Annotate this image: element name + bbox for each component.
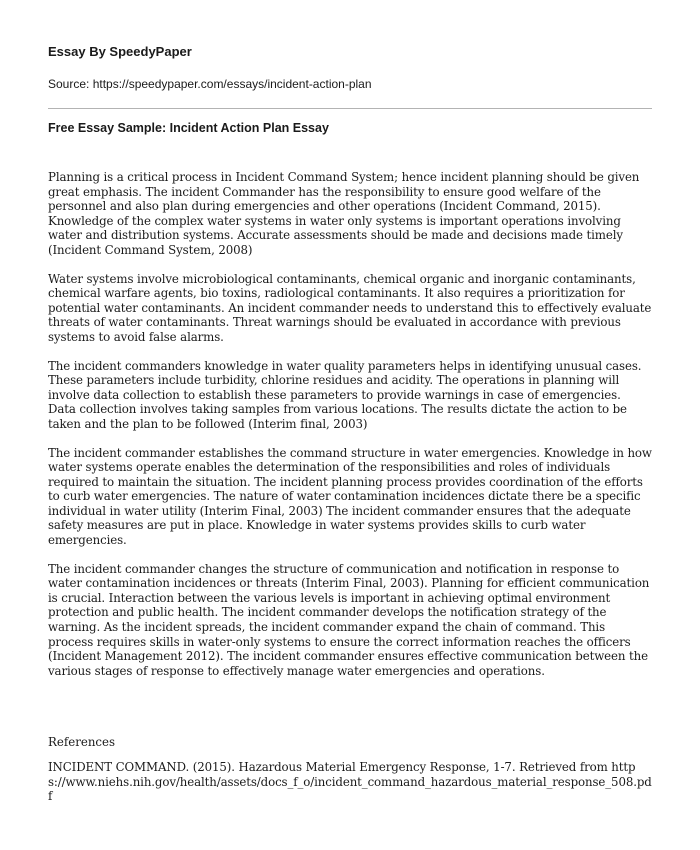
references-heading: References [48,735,116,749]
essay-title: Free Essay Sample: Incident Action Plan Essay [48,121,329,135]
essay-paragraph: The incident commander changes the structure of communication and notification in response to water contamination incidences or threats (Interim Final, 2003). Planning for efficient communication is crucial. Interaction between the various levels is important in achieving optimal environment protection and public health. The incident commander develops the notification strategy of the warning. As the incident spreads, the incident commander expand the chain of command. This process requires skills in water-only systems to ensure the correct information reaches the officers (Incident Management 2012). The incident commander ensures effective communication between the various stages of response to effectively manage water emergencies and operations. [48,561,650,678]
essay-body [48,170,652,692]
reference-url[interactable]: https://www.niehs.nih.gov/health/assets/docs_f_o/incident_command_hazardous_material_response_508.pdf [48,760,652,804]
reference-item [48,760,652,804]
header-source: Source: https://speedypaper.com/essays/incident-action-plan [48,77,372,91]
essay-paragraph: The incident commander establishes the command structure in water emergencies. Knowledge in how water systems operate enables the determination of the responsibilities and roles of individuals required to maintain the situation. The incident planning process provides coordination of the efforts to curb water emergencies. The nature of water contamination incidences dictate there be a specific individual in water utility (Interim Final, 2003) The incident commander ensures that the adequate safety measures are put in place. Knowledge in water systems provides skills to curb water emergencies. [48,445,652,548]
essay-paragraph: The incident commanders knowledge in water quality parameters helps in identifying unusual cases. These parameters include turbidity, chlorine residues and acidity. The operations in planning will involve data collection to establish these parameters to provide warnings in case of emergencies. Data collection involves taking samples from various locations. The results dictate the action to be taken and the plan to be followed (Interim final, 2003) [48,358,642,431]
references-list [48,760,652,804]
document-header [48,44,652,92]
essay-paragraph: Water systems involve microbiological contaminants, chemical organic and inorganic contaminants, chemical warfare agents, bio toxins, radiological contaminants. It also requires a prioritization for potential water contaminants. An incident commander needs to understand this to effectively evaluate threats of water contaminants. Threat warnings should be evaluated in accordance with previous systems to avoid false alarms. [48,271,652,344]
header-divider [48,108,652,109]
reference-text: INCIDENT COMMAND. (2015). Hazardous Material Emergency Response, 1-7. Retrieved from [48,760,608,774]
header-title: Essay By SpeedyPaper [48,44,192,59]
essay-paragraph: Planning is a critical process in Incident Command System; hence incident planning should be given great emphasis. The incident Commander has the responsibility to ensure good welfare of the personnel and also plan during emergencies and other operations (Incident Command, 2015). Knowledge of the complex water systems in water only systems is important operations involving water and distribution systems. Accurate assessments should be made and decisions made timely (Incident Command System, 2008) [48,170,640,257]
